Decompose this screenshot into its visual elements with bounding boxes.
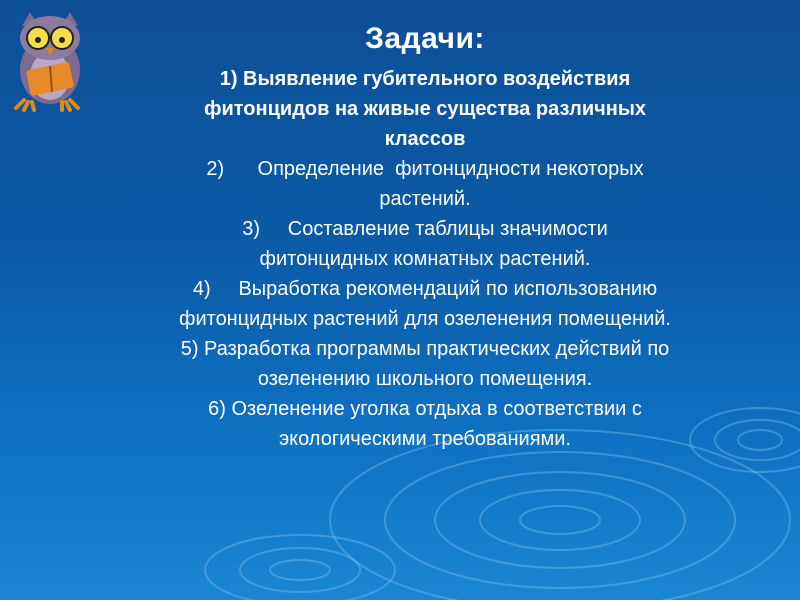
task-list xyxy=(70,64,780,454)
task-1-line-1: 1) Выявление губительного воздействия xyxy=(219,68,631,90)
task-item-4 xyxy=(70,274,780,334)
task-item-5 xyxy=(70,334,780,394)
task-1-line-3: классов xyxy=(384,128,466,150)
task-item-3 xyxy=(70,214,780,274)
task-2-line-1: 2) Определение фитонцидности некоторых xyxy=(206,158,644,180)
task-item-2 xyxy=(70,154,780,214)
task-5-line-1: 5) Разработка программы практических действий по xyxy=(180,338,670,360)
task-item-1 xyxy=(70,64,780,154)
task-3-line-2: фитонцидных комнатных растений. xyxy=(259,248,591,270)
task-4-line-2: фитонцидных растений для озеленения помещений. xyxy=(179,308,671,330)
task-5-line-2: озеленению школьного помещения. xyxy=(257,368,593,390)
task-item-6 xyxy=(70,394,780,454)
task-2-line-2: растений. xyxy=(379,188,471,210)
task-6-line-2: экологическими требованиями. xyxy=(278,428,572,450)
task-4-line-1: 4) Выработка рекомендаций по использованию xyxy=(192,278,658,300)
slide-title: Задачи: xyxy=(365,22,485,55)
task-6-line-1: 6) Озеленение уголка отдыха в соответствии с xyxy=(208,398,642,420)
task-1-line-2: фитонцидов на живые существа различных xyxy=(203,98,647,120)
task-3-line-1: 3) Составление таблицы значимости xyxy=(242,218,608,240)
